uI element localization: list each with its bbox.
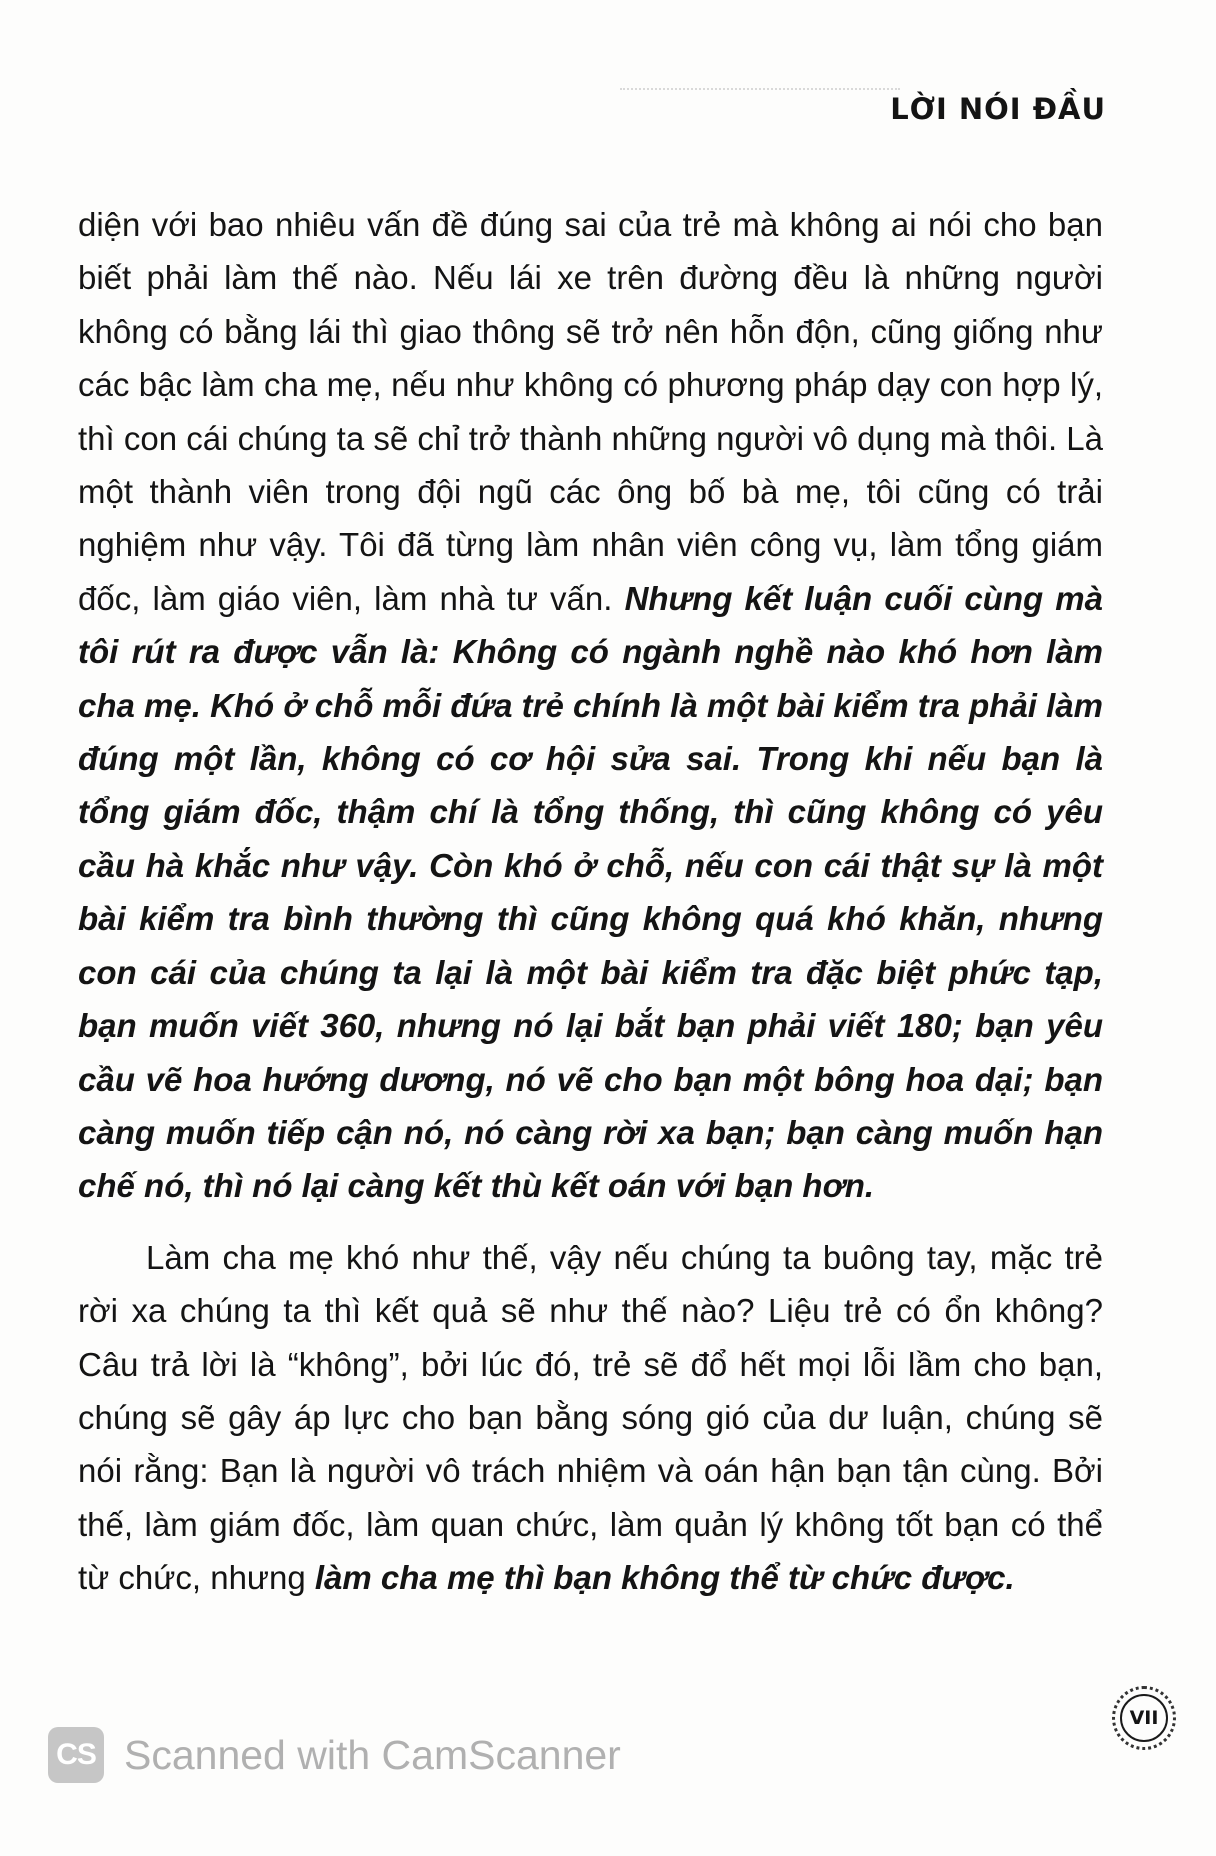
paragraph-2-emphasis: làm cha mẹ thì bạn không thể từ chức được. bbox=[314, 1559, 1015, 1597]
body-text bbox=[78, 198, 1103, 1605]
watermark-text: Scanned with CamScanner bbox=[124, 1731, 621, 1778]
page-number: VII bbox=[1120, 1694, 1168, 1742]
paragraph-1 bbox=[78, 198, 1103, 1213]
paragraph-1-regular: diện với bao nhiêu vấn đề đúng sai của trẻ mà không ai nói cho bạn biết phải làm thế nào. Nếu lái xe trên đường đều là những người không có bằng lái thì giao thông sẽ trở nên hỗn độn, cũng giống như các bậc làm cha mẹ, nếu như không có phương pháp dạy con hợp lý, thì con cái chúng ta sẽ chỉ trở thành những người vô dụng mà thôi. Là một thành viên trong đội ngũ các ông bố bà mẹ, tôi cũng có trải nghiệm như vậy. Tôi đã từng làm nhân viên công vụ, làm tổng giám đốc, làm giáo viên, làm nhà tư vấn. bbox=[78, 206, 1103, 617]
scan-artifact bbox=[620, 88, 900, 92]
running-header: LỜI NÓI ĐẦU bbox=[890, 92, 1106, 126]
camscanner-watermark bbox=[48, 1727, 621, 1783]
camscanner-logo-icon: CS bbox=[48, 1727, 104, 1783]
page-number-badge bbox=[1112, 1686, 1176, 1750]
paragraph-2 bbox=[78, 1231, 1103, 1605]
paragraph-1-emphasis: Nhưng kết luận cuối cùng mà tôi rút ra được vẫn là: Không có ngành nghề nào khó hơn làm cha mẹ. Khó ở chỗ mỗi đứa trẻ chính là một bài kiểm tra phải làm đúng một lần, không có cơ hội sửa sai. Trong khi nếu bạn là tổng giám đốc, thậm chí là tổng thống, thì cũng không có yêu cầu hà khắc như vậy. Còn khó ở chỗ, nếu con cái thật sự là một bài kiểm tra bình thường thì cũng không quá khó khăn, nhưng con cái của chúng ta lại là một bài kiểm tra đặc biệt phức tạp, bạn muốn viết 360, nhưng nó lại bắt bạn phải viết 180; bạn yêu cầu vẽ hoa hướng dương, nó vẽ cho bạn một bông hoa dại; bạn càng muốn tiếp cận nó, nó càng rời xa bạn; bạn càng muốn hạn chế nó, thì nó lại càng kết thù kết oán với bạn hơn. bbox=[78, 579, 1103, 1205]
paragraph-2-regular: Làm cha mẹ khó như thế, vậy nếu chúng ta buông tay, mặc trẻ rời xa chúng ta thì kết quả sẽ như thế nào? Liệu trẻ có ổn không? Câu trả lời là “không”, bởi lúc đó, trẻ sẽ đổ hết mọi lỗi lầm cho bạn, chúng sẽ gây áp lực cho bạn bằng sóng gió của dư luận, chúng sẽ nói rằng: Bạn là người vô trách nhiệm và oán hận bạn tận cùng. Bởi thế, làm giám đốc, làm quan chức, làm quản lý không tốt bạn có thể từ chức, nhưng bbox=[78, 1238, 1103, 1597]
